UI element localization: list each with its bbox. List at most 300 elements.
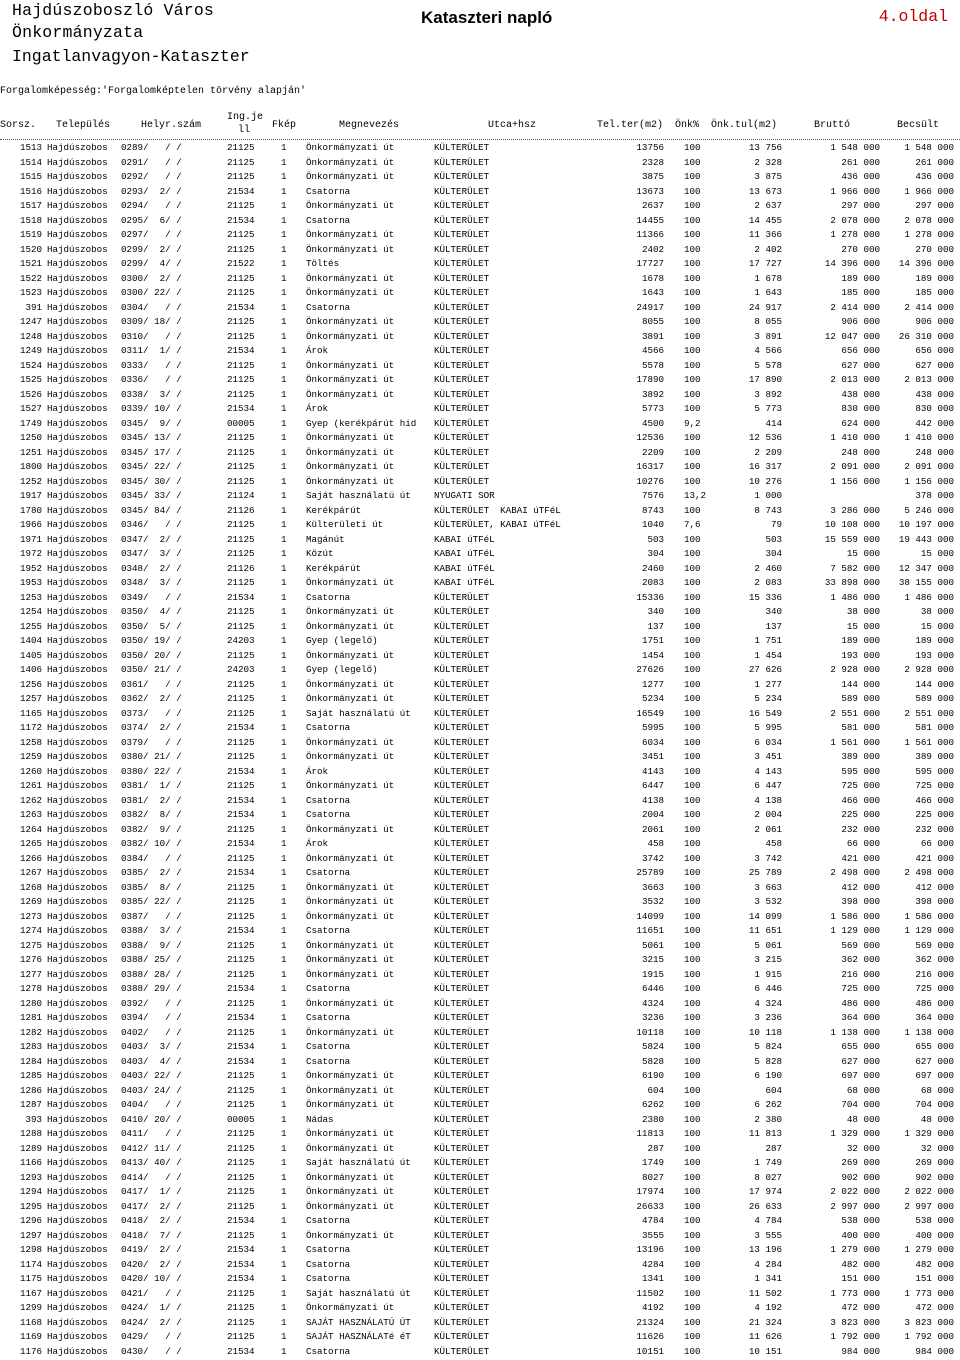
cell-onktul: 13 196 (748, 1244, 782, 1255)
cell-becsult: 378 000 (915, 490, 954, 501)
cell-brutto: 472 000 (841, 1302, 880, 1313)
cell-telter: 5061 (641, 939, 664, 951)
cell-brutto: 1 278 000 (830, 229, 880, 240)
cell-brutto: 697 000 (841, 1070, 880, 1081)
cell-becsult: 1 561 000 (904, 736, 954, 748)
cell-telter: 458 (647, 838, 664, 849)
col-onk: Önk% (675, 120, 700, 131)
cell-brutto: 1 561 000 (830, 736, 880, 748)
cell-brutto: 2 091 000 (830, 461, 880, 472)
cell-brutto: 624 000 (841, 417, 880, 429)
table-row (0, 518, 960, 533)
cell-brutto: 12 047 000 (824, 330, 880, 342)
cell-telter: 5828 (641, 1055, 664, 1067)
cell-sorsz: 1524 (19, 359, 42, 371)
cell-helyrszam: 0403/ 24/ / (121, 1084, 182, 1096)
cell-fkep: 1 (281, 635, 287, 646)
cell-utcahsz: KÜLTERÜLET (434, 925, 490, 936)
cell-ingjell: 21125 (227, 823, 255, 835)
cell-ingjell: 21125 (227, 272, 255, 284)
cell-telter: 3236 (641, 1012, 664, 1023)
cell-telter: 3742 (641, 852, 664, 864)
cell-onk: 100 (684, 359, 701, 371)
cell-onk: 100 (684, 925, 701, 936)
cell-onktul: 8 743 (754, 504, 782, 516)
cell-becsult: 830 000 (915, 403, 954, 414)
cell-sorsz: 1296 (19, 1215, 42, 1226)
cell-onktul: 2 004 (754, 809, 782, 820)
cell-onktul: 8 027 (754, 1171, 782, 1183)
cell-telepules: Hajdúszobos (47, 867, 108, 878)
table-row (0, 910, 960, 925)
cell-fkep: 1 (281, 1142, 287, 1154)
cell-megnevezes: Önkormányzati út (306, 1302, 395, 1313)
cell-ingjell: 21125 (227, 678, 255, 690)
cell-utcahsz: KÜLTERÜLET (434, 693, 490, 704)
cell-helyrszam: 0292/ / / (121, 171, 182, 182)
cell-ingjell: 21125 (227, 606, 255, 617)
cell-telepules: Hajdúszobos (47, 968, 108, 980)
cell-helyrszam: 0420/ 2/ / (121, 1258, 182, 1270)
cell-ingjell: 21125 (227, 997, 255, 1009)
cell-sorsz: 1284 (19, 1055, 42, 1067)
cell-utcahsz: KÜLTERÜLET (434, 620, 490, 632)
cell-becsult: 2 013 000 (904, 374, 954, 385)
cell-telter: 6262 (641, 1099, 664, 1110)
cell-sorsz: 1522 (19, 272, 42, 284)
cell-sorsz: 1966 (19, 519, 42, 530)
cell-utcahsz: KÜLTERÜLET (434, 229, 490, 240)
cell-telter: 1643 (641, 287, 664, 298)
cell-telter: 16549 (636, 707, 664, 719)
cell-utcahsz: KÜLTERÜLET (434, 1055, 490, 1067)
cell-helyrszam: 0345/ 30/ / (121, 475, 182, 487)
org-name-line2: Önkormányzata (12, 23, 144, 42)
cell-brutto: 68 000 (846, 1084, 880, 1096)
cell-megnevezes: Nádas (306, 1113, 334, 1125)
table-row (0, 1287, 960, 1302)
cell-becsult: 442 000 (915, 417, 954, 429)
cell-megnevezes: Csatorna (306, 867, 351, 878)
cell-onktul: 3 215 (754, 954, 782, 965)
cell-sorsz: 1293 (19, 1171, 42, 1183)
cell-sorsz: 1257 (19, 693, 42, 704)
cell-helyrszam: 0417/ 1/ / (121, 1186, 182, 1197)
cell-onktul: 24 917 (748, 301, 782, 313)
cell-fkep: 1 (281, 229, 287, 240)
cell-sorsz: 1297 (19, 1229, 42, 1241)
cell-helyrszam: 0345/ 22/ / (121, 461, 182, 472)
table-row (0, 823, 960, 838)
cell-sorsz: 1165 (19, 707, 42, 719)
cell-megnevezes: Önkormányzati út (306, 272, 395, 284)
cell-helyrszam: 0421/ / / (121, 1287, 182, 1299)
cell-megnevezes: Önkormányzati út (306, 751, 395, 762)
cell-utcahsz: KÜLTERÜLET (434, 1113, 490, 1125)
cell-telepules: Hajdúszobos (47, 1099, 108, 1110)
cell-helyrszam: 0418/ 2/ / (121, 1215, 182, 1226)
cell-onk: 100 (684, 243, 701, 255)
cell-becsult: 595 000 (915, 765, 954, 777)
cell-onk: 100 (684, 1316, 701, 1328)
cell-brutto: 269 000 (841, 1157, 880, 1168)
cell-onktul: 11 626 (748, 1331, 782, 1342)
cell-onk: 100 (684, 983, 701, 994)
cell-onk: 100 (684, 765, 701, 777)
cell-onktul: 4 566 (754, 345, 782, 356)
cell-onk: 100 (684, 1273, 701, 1284)
cell-onk: 100 (684, 316, 701, 327)
cell-telter: 3663 (641, 881, 664, 893)
cell-onktul: 5 234 (754, 693, 782, 704)
cell-brutto: 1 548 000 (830, 142, 880, 153)
table-row (0, 228, 960, 243)
cell-utcahsz: KÜLTERÜLET (434, 794, 490, 806)
cell-onktul: 6 446 (754, 983, 782, 994)
cell-ingjell: 21125 (227, 548, 255, 559)
cell-onktul: 17 890 (748, 374, 782, 385)
cell-becsult: 193 000 (915, 649, 954, 661)
cell-megnevezes: Magánút (306, 533, 345, 545)
cell-telepules: Hajdúszobos (47, 562, 108, 574)
cell-onk: 100 (684, 446, 701, 458)
cell-sorsz: 1287 (19, 1099, 42, 1110)
table-row (0, 1214, 960, 1229)
cell-becsult: 466 000 (915, 794, 954, 806)
cell-telter: 5578 (641, 359, 664, 371)
cell-becsult: 364 000 (915, 1012, 954, 1023)
cell-sorsz: 1406 (19, 664, 42, 675)
cell-utcahsz: KÜLTERÜLET (434, 606, 490, 617)
cell-onk: 13,2 (684, 490, 707, 501)
cell-brutto: 627 000 (841, 1055, 880, 1067)
cell-telter: 4284 (641, 1258, 664, 1270)
cell-brutto: 189 000 (841, 272, 880, 284)
cell-sorsz: 1258 (19, 736, 42, 748)
cell-brutto: 216 000 (841, 968, 880, 980)
cell-megnevezes: Önkormányzati út (306, 939, 395, 951)
cell-brutto: 364 000 (841, 1012, 880, 1023)
cell-sorsz: 1263 (19, 809, 42, 820)
cell-telter: 4138 (641, 794, 664, 806)
cell-sorsz: 1277 (19, 968, 42, 980)
cell-telter: 17727 (636, 258, 664, 269)
cell-helyrszam: 0381/ 2/ / (121, 794, 182, 806)
cell-onktul: 1 277 (754, 678, 782, 690)
cell-utcahsz: KÜLTERÜLET (434, 272, 490, 284)
cell-utcahsz: KÜLTERÜLET (434, 939, 490, 951)
cell-fkep: 1 (281, 1128, 287, 1139)
cell-fkep: 1 (281, 504, 287, 516)
table-row (0, 460, 960, 475)
cell-onktul: 2 380 (754, 1113, 782, 1125)
cell-becsult: 697 000 (915, 1070, 954, 1081)
cell-brutto: 589 000 (841, 693, 880, 704)
cell-onk: 100 (684, 968, 701, 980)
cell-ingjell: 21125 (227, 1316, 255, 1328)
cell-helyrszam: 0291/ / / (121, 156, 182, 168)
cell-telter: 3451 (641, 751, 664, 762)
cell-fkep: 1 (281, 258, 287, 269)
cell-ingjell: 21125 (227, 780, 255, 791)
table-row (0, 939, 960, 954)
cell-ingjell: 21534 (227, 1012, 255, 1023)
cell-brutto: 400 000 (841, 1229, 880, 1241)
cell-telter: 16317 (636, 461, 664, 472)
cell-megnevezes: Önkormányzati út (306, 243, 395, 255)
cell-brutto: 486 000 (841, 997, 880, 1009)
cell-telepules: Hajdúszobos (47, 939, 108, 951)
cell-utcahsz: NYUGATI SOR (434, 490, 495, 501)
cell-ingjell: 21534 (227, 1244, 255, 1255)
cell-onktul: 2 083 (754, 577, 782, 588)
cell-utcahsz: KÜLTERÜLET (434, 852, 490, 864)
cell-fkep: 1 (281, 910, 287, 922)
cell-telepules: Hajdúszobos (47, 635, 108, 646)
cell-megnevezes: Önkormányzati út (306, 1084, 395, 1096)
cell-helyrszam: 0424/ 1/ / (121, 1302, 182, 1313)
cell-fkep: 1 (281, 1273, 287, 1284)
cell-onktul: 3 742 (754, 852, 782, 864)
cell-utcahsz: KÜLTERÜLET (434, 287, 490, 298)
cell-telepules: Hajdúszobos (47, 316, 108, 327)
cell-ingjell: 21125 (227, 1287, 255, 1299)
cell-onktul: 458 (765, 838, 782, 849)
cell-utcahsz: KABAI úTFéL (434, 533, 495, 545)
cell-utcahsz: KÜLTERÜLET (434, 403, 490, 414)
cell-brutto: 7 582 000 (830, 562, 880, 574)
cell-telter: 8027 (641, 1171, 664, 1183)
col-ingjell-line2: ll (238, 125, 251, 136)
cell-megnevezes: Gyep (kerékpárút hid (306, 417, 417, 429)
cell-telepules: Hajdúszobos (47, 823, 108, 835)
cell-ingjell: 21125 (227, 577, 255, 588)
cell-becsult: 1 279 000 (904, 1244, 954, 1255)
cell-fkep: 1 (281, 736, 287, 748)
cell-helyrszam: 0382/ 10/ / (121, 838, 182, 849)
cell-onk: 100 (684, 403, 701, 414)
cell-onk: 7,6 (684, 519, 701, 530)
cell-onktul: 3 891 (754, 330, 782, 342)
cell-brutto: 32 000 (846, 1142, 880, 1154)
cell-telepules: Hajdúszobos (47, 301, 108, 313)
cell-onktul: 1 454 (754, 649, 782, 661)
cell-onktul: 79 (770, 519, 782, 530)
cell-fkep: 1 (281, 359, 287, 371)
cell-fkep: 1 (281, 1345, 287, 1357)
cell-fkep: 1 (281, 519, 287, 530)
cell-ingjell: 21125 (227, 388, 255, 400)
cell-utcahsz: KÜLTERÜLET (434, 1287, 490, 1299)
cell-helyrszam: 0403/ 22/ / (121, 1070, 182, 1081)
cell-onk: 100 (684, 939, 701, 951)
cell-fkep: 1 (281, 1287, 287, 1299)
cell-becsult: 581 000 (915, 722, 954, 733)
cell-sorsz: 1515 (19, 171, 42, 182)
cell-fkep: 1 (281, 345, 287, 356)
cell-telepules: Hajdúszobos (47, 1157, 108, 1168)
cell-fkep: 1 (281, 867, 287, 878)
table-row (0, 1055, 960, 1070)
cell-megnevezes: Saját használatú út (306, 707, 411, 719)
cell-helyrszam: 0430/ / / (121, 1345, 182, 1357)
cell-utcahsz: KÜLTERÜLET (434, 1258, 490, 1270)
cell-ingjell: 21125 (227, 910, 255, 922)
cell-onk: 100 (684, 1229, 701, 1241)
table-row (0, 1229, 960, 1244)
cell-fkep: 1 (281, 693, 287, 704)
cell-onktul: 1 915 (754, 968, 782, 980)
cell-fkep: 1 (281, 838, 287, 849)
cell-becsult: 482 000 (915, 1258, 954, 1270)
cell-telepules: Hajdúszobos (47, 1345, 108, 1357)
cell-becsult: 151 000 (915, 1273, 954, 1284)
cell-sorsz: 1405 (19, 649, 42, 661)
cell-onk: 100 (684, 736, 701, 748)
col-helyrszam: Helyr.szám (141, 120, 202, 131)
cell-brutto: 704 000 (841, 1099, 880, 1110)
cell-becsult: 398 000 (915, 896, 954, 907)
cell-becsult: 216 000 (915, 968, 954, 980)
cell-onk: 100 (684, 823, 701, 835)
cell-ingjell: 24203 (227, 664, 255, 675)
table-row (0, 750, 960, 765)
cell-helyrszam: 0299/ 4/ / (121, 258, 182, 269)
cell-brutto: 595 000 (841, 765, 880, 777)
cell-sorsz: 1251 (19, 446, 42, 458)
cell-megnevezes: Saját használatú út (306, 490, 411, 501)
cell-fkep: 1 (281, 403, 287, 414)
cell-ingjell: 21125 (227, 519, 255, 530)
cell-onktul: 5 578 (754, 359, 782, 371)
cell-brutto: 2 928 000 (830, 664, 880, 675)
cell-sorsz: 1252 (19, 475, 42, 487)
cell-onk: 100 (684, 374, 701, 385)
cell-megnevezes: Önkormányzati út (306, 1026, 395, 1038)
cell-helyrszam: 0385/ 8/ / (121, 881, 182, 893)
cell-telepules: Hajdúszobos (47, 1128, 108, 1139)
cell-utcahsz: KÜLTERÜLET (434, 1157, 490, 1168)
cell-utcahsz: KÜLTERÜLET (434, 200, 490, 211)
cell-fkep: 1 (281, 243, 287, 255)
header-org (12, 0, 214, 44)
cell-sorsz: 1294 (19, 1186, 42, 1197)
cell-becsult: 14 396 000 (898, 258, 954, 269)
cell-becsult: 627 000 (915, 1055, 954, 1067)
cell-utcahsz: KÜLTERÜLET (434, 330, 490, 342)
cell-telter: 287 (647, 1142, 664, 1154)
cell-onk: 100 (684, 881, 701, 893)
cell-helyrszam: 0362/ 2/ / (121, 693, 182, 704)
cell-sorsz: 1800 (19, 461, 42, 472)
cell-onk: 100 (684, 1302, 701, 1313)
cell-ingjell: 21125 (227, 954, 255, 965)
cell-ingjell: 21534 (227, 345, 255, 356)
cell-telter: 14099 (636, 910, 664, 922)
cell-becsult: 362 000 (915, 954, 954, 965)
cell-onktul: 14 455 (748, 214, 782, 226)
cell-telter: 7576 (641, 490, 664, 501)
cell-onk: 100 (684, 664, 701, 675)
cell-telter: 4324 (641, 997, 664, 1009)
cell-sorsz: 1285 (19, 1070, 42, 1081)
cell-megnevezes: Önkormányzati út (306, 374, 395, 385)
cell-sorsz: 1256 (19, 678, 42, 690)
cell-telter: 14455 (636, 214, 664, 226)
cell-onk: 100 (684, 693, 701, 704)
cell-fkep: 1 (281, 1113, 287, 1125)
cell-fkep: 1 (281, 852, 287, 864)
cell-onktul: 287 (765, 1142, 782, 1154)
cell-sorsz: 1283 (19, 1041, 42, 1052)
cell-onk: 100 (684, 1128, 701, 1139)
cell-ingjell: 21534 (227, 185, 255, 197)
cell-helyrszam: 0373/ / / (121, 707, 182, 719)
cell-utcahsz: KÜLTERÜLET (434, 1200, 490, 1212)
cell-telter: 6034 (641, 736, 664, 748)
cell-telter: 24917 (636, 301, 664, 313)
cell-ingjell: 21126 (227, 504, 255, 516)
cell-telepules: Hajdúszobos (47, 983, 108, 994)
cell-megnevezes: Csatorna (306, 1012, 351, 1023)
cell-brutto: 398 000 (841, 896, 880, 907)
cell-sorsz: 1917 (19, 490, 42, 501)
cell-sorsz: 1168 (19, 1316, 42, 1328)
cell-helyrszam: 0310/ / / (121, 330, 182, 342)
cell-telepules: Hajdúszobos (47, 954, 108, 965)
cell-onk: 100 (684, 1084, 701, 1096)
cell-telepules: Hajdúszobos (47, 1215, 108, 1226)
table-row (0, 1301, 960, 1316)
cell-telter: 1341 (641, 1273, 664, 1284)
cell-telepules: Hajdúszobos (47, 1186, 108, 1197)
cell-megnevezes: Gyep (legelő) (306, 664, 378, 675)
cell-telter: 5773 (641, 403, 664, 414)
cell-fkep: 1 (281, 446, 287, 458)
cell-telter: 11502 (636, 1287, 664, 1299)
table-row (0, 649, 960, 664)
cell-utcahsz: KÜLTERÜLET (434, 243, 490, 255)
cell-telepules: Hajdúszobos (47, 142, 108, 153)
cell-megnevezes: Csatorna (306, 794, 351, 806)
table-body (0, 141, 960, 1359)
cell-onk: 100 (684, 1055, 701, 1067)
table-row (0, 1098, 960, 1113)
cell-brutto: 581 000 (841, 722, 880, 733)
cell-fkep: 1 (281, 997, 287, 1009)
cell-sorsz: 1265 (19, 838, 42, 849)
table-row (0, 257, 960, 272)
cell-onk: 100 (684, 838, 701, 849)
cell-telter: 8055 (641, 316, 664, 327)
cell-onktul: 137 (765, 620, 782, 632)
cell-telepules: Hajdúszobos (47, 171, 108, 182)
cell-utcahsz: KÜLTERÜLET (434, 591, 490, 603)
cell-onk: 100 (684, 562, 701, 574)
cell-telter: 5824 (641, 1041, 664, 1052)
cell-helyrszam: 0345/ 17/ / (121, 446, 182, 458)
table-row (0, 837, 960, 852)
cell-becsult: 12 347 000 (898, 562, 954, 574)
cell-ingjell: 00005 (227, 1113, 255, 1125)
cell-onk: 100 (684, 1331, 701, 1342)
cell-becsult: 655 000 (915, 1041, 954, 1052)
cell-brutto: 14 396 000 (824, 258, 880, 269)
cell-fkep: 1 (281, 823, 287, 835)
table-row (0, 156, 960, 171)
cell-megnevezes: Árok (306, 765, 329, 777)
cell-utcahsz: KÜLTERÜLET (434, 678, 490, 690)
